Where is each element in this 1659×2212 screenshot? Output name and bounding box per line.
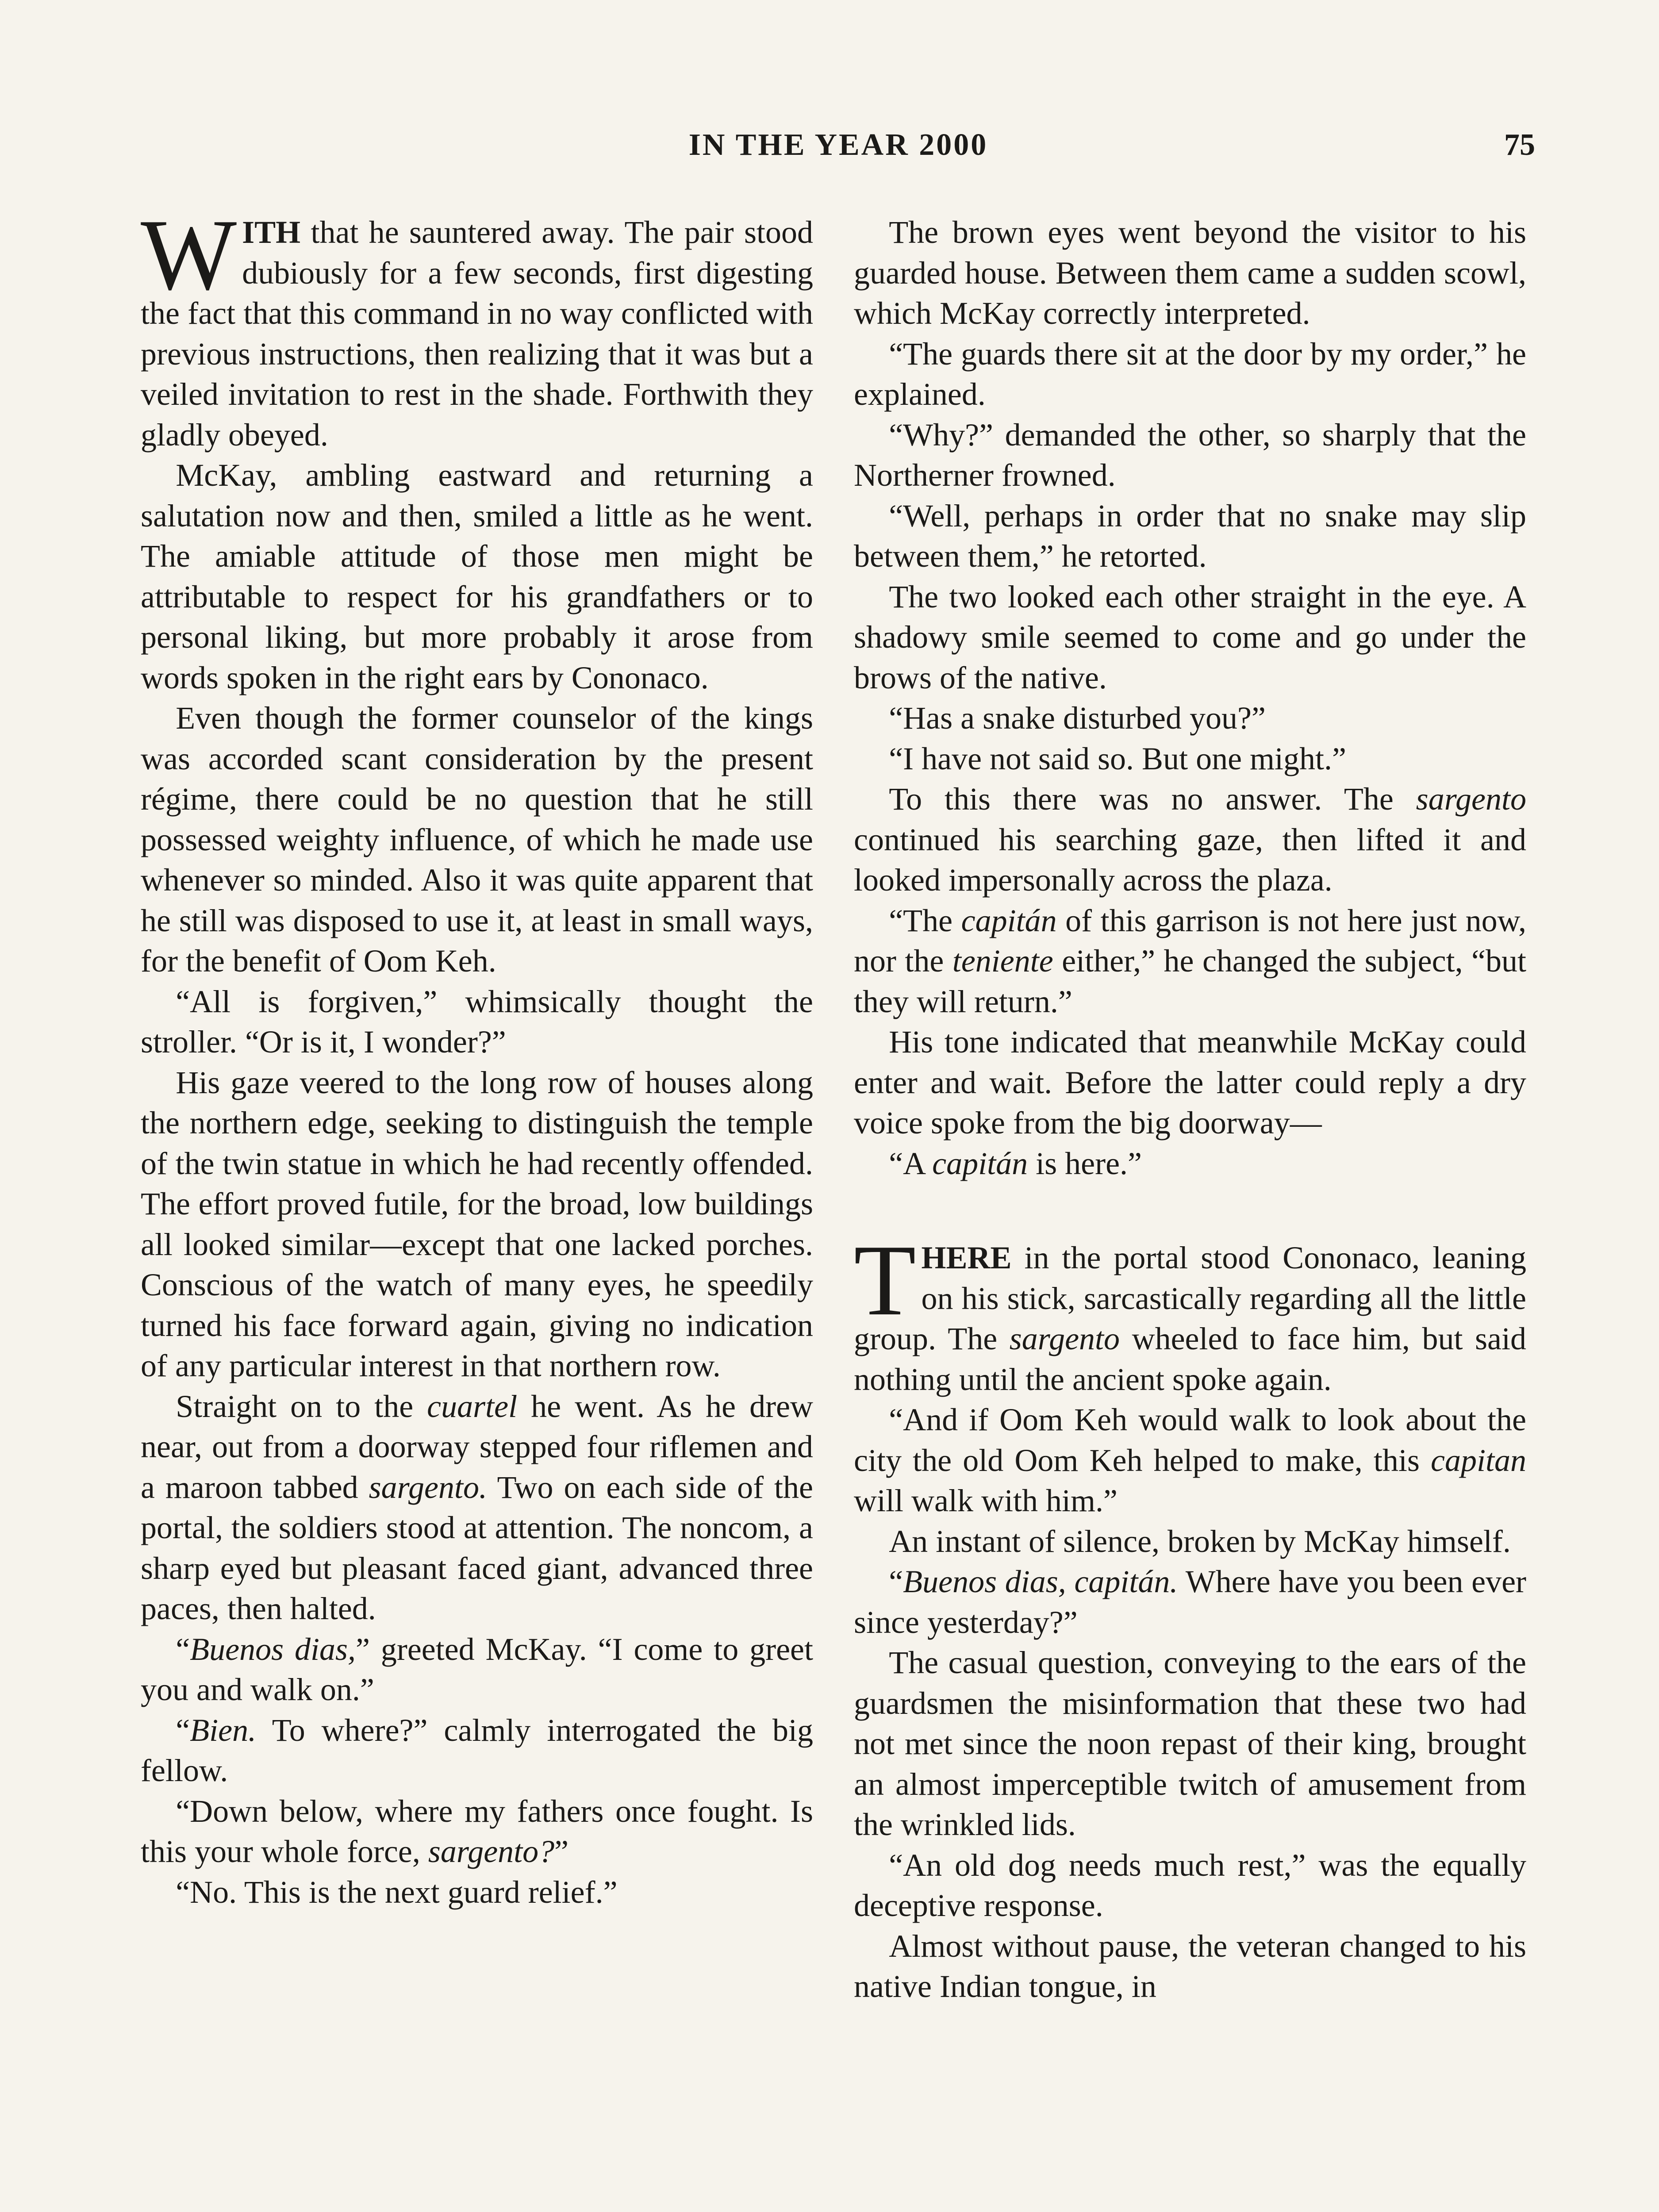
paragraph: WITH that he sauntered away. The pair stood dubiously for a few seconds, first digesting the fact that this command in no way conflicted with previous instructions, then realizing that it was but a veiled invitation to rest in the shade. Forthwith they gladly obeyed. xyxy=(141,198,813,453)
paragraph: Almost without pause, the veteran changed to his native Indian tongue, in xyxy=(854,1928,1526,2004)
paragraph: “Buenos dias,” greeted McKay. “I come to greet you and walk on.” xyxy=(141,1631,814,1707)
paragraph: “Buenos dias, capitán. Where have you been ever since yesterday?” xyxy=(854,1564,1527,1640)
paragraph: To this there was no answer. The sargento continued his searching gaze, then lifted it and looked impersonally across the plaza. xyxy=(854,781,1526,898)
paragraph: “An old dog needs much rest,” was the equally deceptive response. xyxy=(854,1847,1526,1923)
paragraph: An instant of silence, broken by McKay himself. xyxy=(889,1523,1511,1559)
paragraph: Even though the former counselor of the kings was accorded scant consideration by the present régime, there could be no question that he still possessed weighty influence, of which he made use whenever so minded. Also it was quite apparent that he still was disposed to use it, at least in small ways, for the benefit of Oom Keh. xyxy=(141,700,813,979)
page-number: 75 xyxy=(1504,128,1535,162)
paragraph: “And if Oom Keh would walk to look about the city the old Oom Keh helped to make, this capitan will walk with him.” xyxy=(854,1402,1526,1518)
left-column xyxy=(141,198,814,1912)
paragraph: “Well, perhaps in order that no snake may slip between them,” he retorted. xyxy=(854,498,1526,574)
right-column xyxy=(854,212,1526,2007)
paragraph: His tone indicated that meanwhile McKay could enter and wait. Before the latter could reply a dry voice spoke from the big doorway— xyxy=(854,1024,1526,1141)
paragraph: “Down below, where my fathers once fought. Is this your whole force, sargento?” xyxy=(141,1793,813,1869)
paragraph: “I have not said so. But one might.” xyxy=(889,741,1346,776)
page-header xyxy=(142,127,1535,180)
running-title: IN THE YEAR 2000 xyxy=(688,128,988,162)
paragraph: “The guards there sit at the door by my order,” he explained. xyxy=(854,336,1526,412)
paragraph: “No. This is the next guard relief.” xyxy=(176,1874,618,1910)
paragraph: “All is forgiven,” whimsically thought the stroller. “Or is it, I wonder?” xyxy=(141,983,813,1060)
drop-cap: W xyxy=(141,198,237,311)
paragraph: “A capitán is here.” xyxy=(889,1145,1142,1181)
paragraph: “Why?” demanded the other, so sharply that the Northerner frowned. xyxy=(854,417,1526,493)
paragraph: “Bien. To where?” calmly interrogated the big fellow. xyxy=(141,1712,813,1788)
paragraph: “The capitán of this garrison is not here just now, nor the teniente either,” he changed the subject, “but they will return.” xyxy=(854,902,1526,1019)
paragraph: The brown eyes went beyond the visitor to his guarded house. Between them came a sudden scowl, which McKay correctly interpreted. xyxy=(854,215,1526,331)
paragraph: The two looked each other straight in the eye. A shadowy smile seemed to come and go under the brows of the native. xyxy=(854,579,1526,695)
paragraph: His gaze veered to the long row of houses along the northern edge, seeking to distinguish the temple of the twin statue in which he had recently offended. The effort proved futile, for the broad, low buildings all looked similar—except that one lacked porches. Conscious of the watch of many eyes, he speedily turned his face forward again, giving no indication of any particular interest in that northern row. xyxy=(141,1064,813,1383)
paragraph: “Has a snake disturbed you?” xyxy=(889,700,1266,736)
paragraph: Straight on to the cuartel he went. As he drew near, out from a doorway stepped four riflemen and a maroon tabbed sargento. Two on each side of the portal, the soldiers stood at attention. The noncom, a sharp eyed but pleasant faced giant, advanced three paces, then halted. xyxy=(141,1388,814,1626)
paragraph: THERE in the portal stood Cononaco, leaning on his stick, sarcastically regarding all the little group. The sargento wheeled to face him, but said nothing until the ancient spoke again. xyxy=(854,1224,1526,1397)
drop-cap: T xyxy=(854,1224,916,1336)
paragraph: The casual question, conveying to the ears of the guardsmen the misinformation that these two had not met since the noon repast of their king, brought an almost imperceptible twitch of amusement from the wrinkled lids. xyxy=(854,1645,1526,1842)
paragraph: McKay, ambling eastward and returning a salutation now and then, smiled a little as he went. The amiable attitude of those men might be attributable to respect for his grandfathers or to personal liking, but more probably it arose from words spoken in the right ears by Cononaco. xyxy=(141,457,813,695)
